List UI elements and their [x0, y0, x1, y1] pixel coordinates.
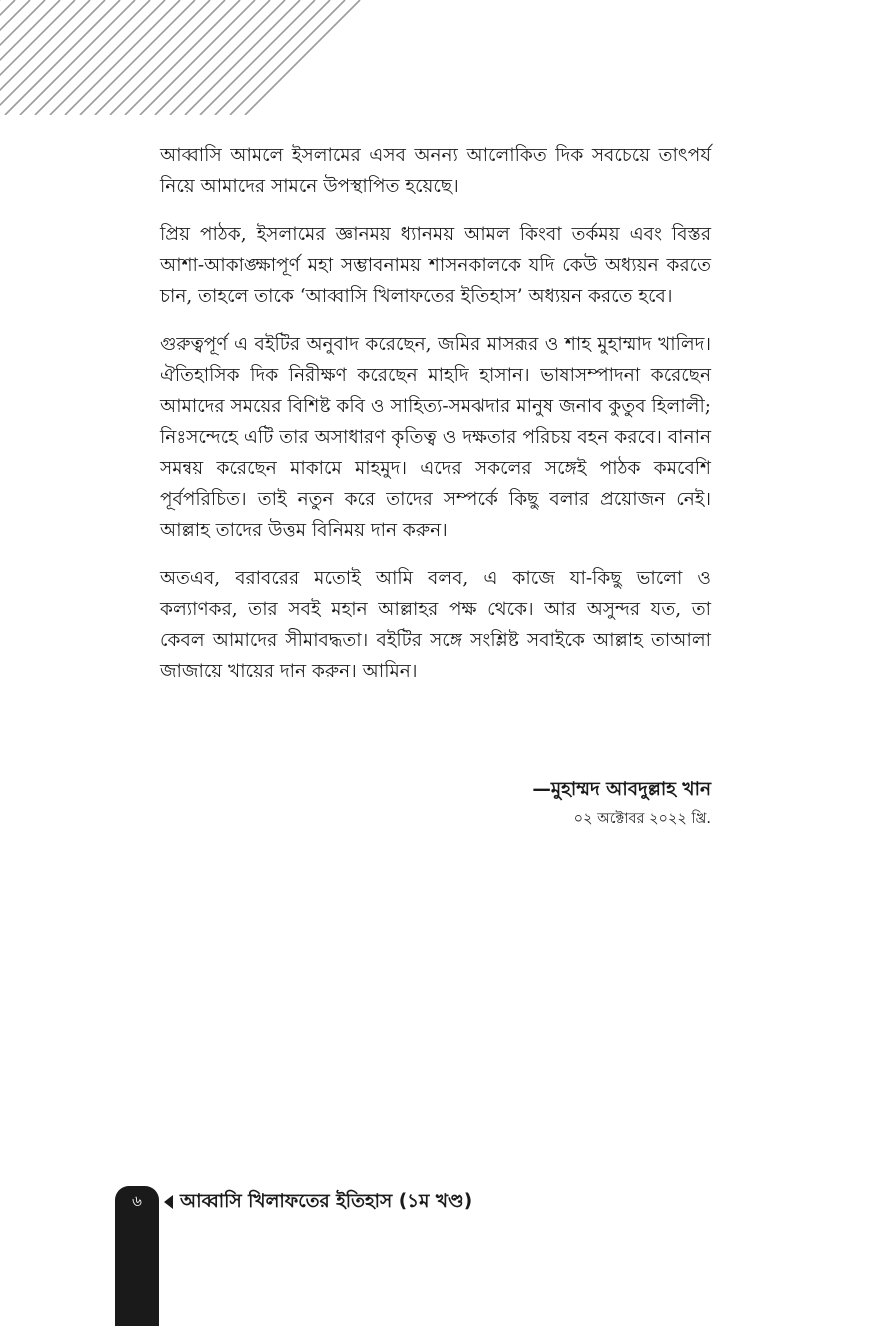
running-title: আব্বাসি খিলাফতের ইতিহাস (১ম খণ্ড)	[180, 1191, 473, 1212]
paragraph-1: আব্বাসি আমলে ইসলামের এসব অনন্য আলোকিত দিক সবচেয়ে তাৎপর্য নিয়ে আমাদের সামনে উপস্থাপিত হয়েছে।	[160, 145, 711, 197]
paragraph-3: গুরুত্বপূর্ণ এ বইটির অনুবাদ করেছেন, জমির মাসরূর ও শাহ মুহাম্মাদ খালিদ। ঐতিহাসিক দিক নিরীক্ষণ করেছেন মাহদি হাসান। ভাষাসম্পাদনা করেছেন আমাদের সময়ের বিশিষ্ট কবি ও সাহিত্য-সমঝদার মানুষ জনাব কুতুব হিলালী; নিঃসন্দেহে এটি তার অসাধারণ কৃতিত্ব ও দক্ষতার পরিচয় বহন করবে। বানান সমন্বয় করেছেন মাকামে মাহমুদ। এদের সকলের সঙ্গেই পাঠক কমবেশি পূর্বপরিচিত। তাই নতুন করে তাদের সম্পর্কে কিছু বলার প্রয়োজন নেই। আল্লাহ তাদের উত্তম বিনিময় দান করুন।	[160, 334, 711, 541]
author-name: —মুহাম্মদ আবদুল্লাহ খান	[532, 779, 711, 800]
signature-date: ০২ অক্টোবর ২০২২ খ্রি.	[573, 811, 711, 827]
body-text	[160, 140, 711, 704]
paragraph-4: অতএব, বরাবরের মতোই আমি বলব, এ কাজে যা-কিছু ভালো ও কল্যাণকর, তার সবই মহান আল্লাহর পক্ষ থেকে। আর অসুন্দর যত, তা কেবল আমাদের সীমাবদ্ধতা। বইটির সঙ্গে সংশ্লিষ্ট সবাইকে আল্লাহ তাআলা জাজায়ে খায়ের দান করুন। আমিন।	[160, 568, 711, 682]
paragraph-2: প্রিয় পাঠক, ইসলামের জ্ঞানময় ধ্যানময় আমল কিংবা তর্কময় এবং বিস্তর আশা-আকাঙ্ক্ষাপূর্ণ মহা সম্ভাবনাময় শাসনকালকে যদি কেউ অধ্যয়ন করতে চান, তাহলে তাকে ‘আব্বাসি খিলাফতের ইতিহাস’ অধ্যয়ন করতে হবে।	[160, 224, 711, 307]
corner-stripes-decoration	[0, 0, 365, 115]
signature-block	[532, 776, 711, 830]
triangle-left-icon	[164, 1195, 173, 1209]
page-number: ৬	[132, 1192, 142, 1210]
